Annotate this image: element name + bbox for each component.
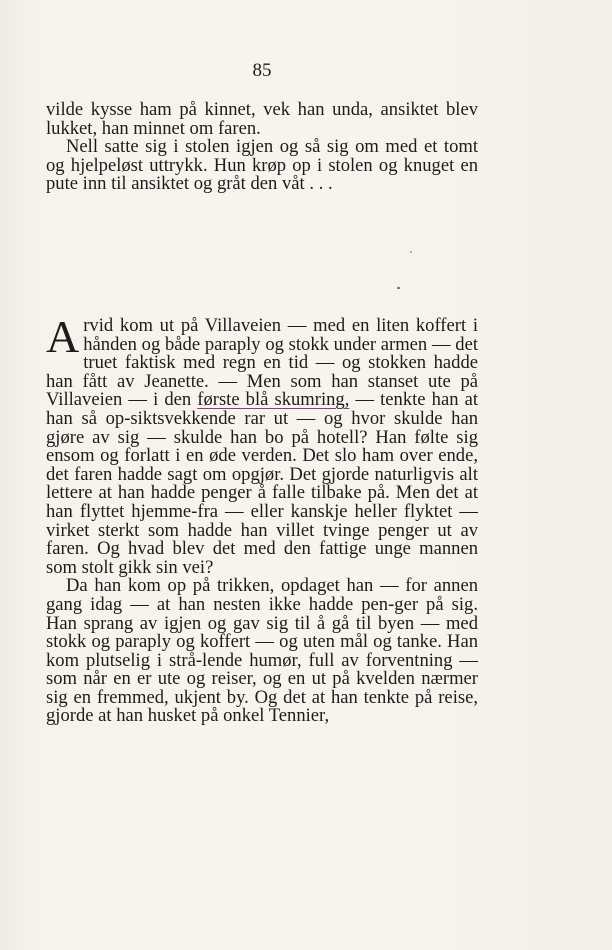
drop-cap: A [46, 311, 80, 362]
paragraph-with-drop-cap [46, 311, 478, 578]
ink-speck [410, 251, 412, 253]
paragraph-text: — tenkte han at han så op-siktsvekkende rar ut — og hvor skulde han gjøre av sig — skulde han bo på hotell? Han følte sig ensom og forlatt i en øde verden. Det slo ham over ende, det faren hadde sagt om opgjør. Det gjorde naturligvis alt lettere at han hadde penger å falle tilbake på. Men det at han flyttet hjemme-fra — eller kanskje heller flyktet — virket sterkt som hadde han villet tvinge penger ut av faren. Og hvad blev det med den fattige unge mannen som stolt gikk sin vei? [46, 389, 478, 578]
paragraph: vilde kysse ham på kinnet, vek han unda, ansiktet blev lukket, han minnet om faren. [46, 99, 478, 139]
paragraph: Nell satte sig i stolen igjen og så sig om med et tomt og hjelpeløst uttrykk. Hun krøp op i stolen og knuget en pute inn til ansiktet og gråt den våt . . . [46, 136, 478, 195]
text-block-top [46, 101, 478, 194]
paragraph-text: rvid kom ut på Villaveien — med en liten koffert i hånden og både paraply og stokk under armen — det truet faktisk med regn en tid — og stokken hadde han fått av Jeanette. — Men som han stanset ute på Villaveien — i den [46, 315, 478, 411]
page-number: 85 [252, 60, 272, 81]
paragraph: Da han kom op på trikken, opdaget han — for annen gang idag — at han nesten ikke hadde pen-ger på sig. Han sprang av igjen og gav sig til å gå til byen — med stokk og paraply og koffert — og uten mål og tanke. Han kom plutselig i strå-lende humør, full av forventning — som når en er ute og reiser, og en ut på kvelden nærmer sig en fremmed, ukjent by. Og det at han tenkte på reise, gjorde at han husket på onkel Tennier, [46, 575, 478, 727]
ink-speck [397, 287, 400, 289]
text-block-section [46, 311, 478, 727]
underlined-phrase: første blå skumring, [197, 389, 350, 411]
